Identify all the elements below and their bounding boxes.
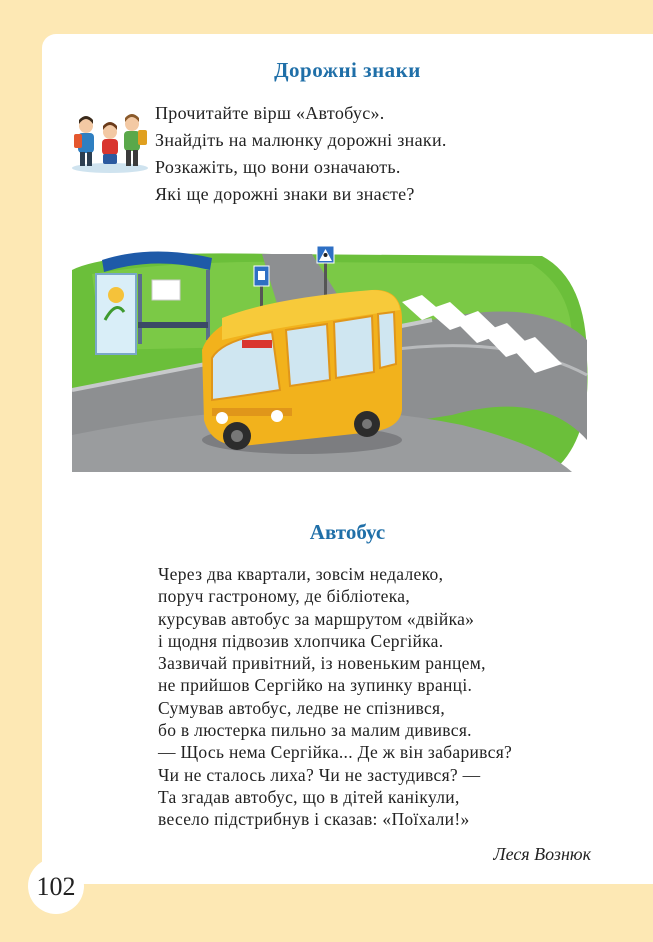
bus-icon [202,290,402,454]
poem-line: весело підстрибнув і сказав: «Поїхали!» [158,809,470,830]
poem-line: Та згадав автобус, що в дітей канікули, [158,786,460,807]
kids-group-icon [68,108,152,174]
poem-line: Чи не сталось лиха? Чи не застудився? — [158,764,481,785]
poem-line: курсував автобус за маршрутом «двійка» [158,608,475,629]
poem-author: Леся Вознюк [493,844,591,864]
poem-text [158,563,618,831]
task-line: Розкажіть, що вони означають. [155,157,401,177]
poem-line: Сумував автобус, ледве не спізнився, [158,697,446,718]
poem-title: Автобус [309,520,386,544]
poem-line: бо в люстерка пильно за малим дивився. [158,720,472,741]
task-line: Прочитайте вірш «Автобус». [155,103,385,123]
task-text [155,100,625,208]
page-number: 102 [36,872,76,901]
poem-line: поруч гастроному, де бібліотека, [158,586,411,607]
poem-line: і щодня підвозив хлопчика Сергійка. [158,630,444,651]
task-line: Які ще дорожні знаки ви знаєте? [155,184,415,204]
poem-line: — Щось нема Сергійка... Де ж він забарився? [158,742,513,763]
poem-line: не прийшов Сергійко на зупинку вранці. [158,675,473,696]
task-line: Знайдіть на малюнку дорожні знаки. [155,130,447,150]
bus-stop-illustration [72,240,592,480]
poem-line: Через два квартали, зовсім недалеко, [158,564,444,584]
poem-line: Зазвичай привітний, із новеньким ранцем, [158,653,486,674]
section-title: Дорожні знаки [274,58,421,82]
